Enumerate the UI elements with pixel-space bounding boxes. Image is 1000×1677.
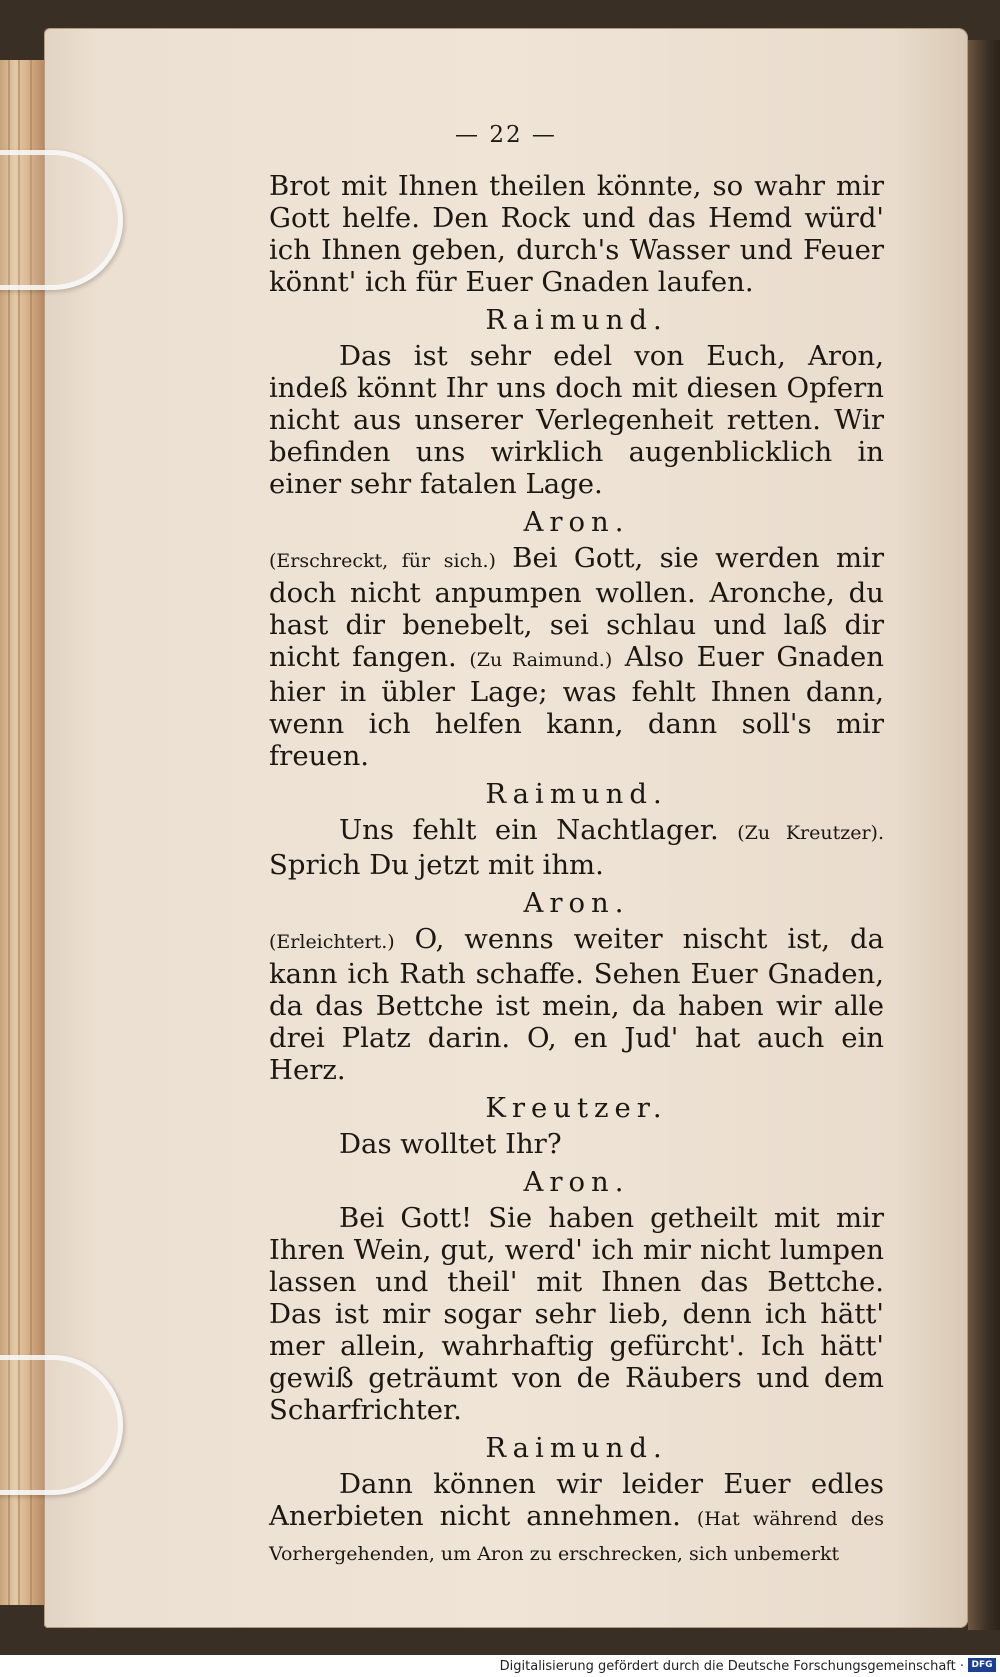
speaker-name: Aron. — [523, 506, 630, 538]
dialogue-text: O, wenns weiter nischt ist, da kann ich Rath schaffe. Sehen Euer Gnaden, da das Bettche ist mein, da haben wir alle drei Platz darin. O, en Jud' hat auch ein Herz. — [269, 923, 884, 1086]
dialogue-paragraph — [269, 170, 884, 298]
dialogue-text: Bei Gott, sie werden mir doch nicht anpumpen wollen. Aronche, du hast dir benebelt, sei schlau und laß dir nicht fangen. — [269, 542, 884, 673]
digitization-footer — [0, 1655, 1000, 1677]
speaker-name: Raimund. — [485, 778, 668, 810]
dialogue-text: Brot mit Ihnen theilen könnte, so wahr mir Gott helfe. Den Rock und das Hemd würd' ich Ihnen geben, durch's Wasser und Feuer könnt' ich für Euer Gnaden laufen. — [269, 170, 884, 298]
dialogue-paragraph — [269, 1202, 884, 1426]
dfg-logo: DFG — [968, 1658, 996, 1672]
speaker-name: Aron. — [523, 887, 630, 919]
dialogue-text: Also Euer Gnaden hier in übler Lage; was fehlt Ihnen dann, wenn ich helfen kann, dann soll's mir freuen. — [269, 641, 884, 772]
footer-credit: Digitalisierung gefördert durch die Deutsche Forschungsgemeinschaft · — [499, 1659, 964, 1674]
dialogue-text: Das wolltet Ihr? — [339, 1128, 562, 1160]
dialogue-text: Sprich Du jetzt mit ihm. — [269, 849, 604, 881]
dialogue-text: Uns fehlt ein Nachtlager. — [339, 814, 719, 846]
speaker-name: Raimund. — [485, 1432, 668, 1464]
dialogue-paragraph — [269, 1468, 884, 1570]
dialogue-paragraph — [269, 1128, 884, 1160]
dialogue-text: Das ist sehr edel von Euch, Aron, indeß könnt Ihr uns doch mit diesen Opfern nicht aus unserer Verlegenheit retten. Wir befinden uns wirklich augenblicklich in einer sehr fatalen Lage. — [269, 340, 884, 500]
dialogue-text: Dann können wir leider Euer edles Anerbieten nicht annehmen. — [269, 1468, 884, 1532]
dialogue-text: Bei Gott! Sie haben getheilt mit mir Ihren Wein, gut, werd' ich mir nicht lumpen lassen und theil' mit Ihnen das Bettche. Das ist mir sogar sehr lieb, denn ich hätt' mer allein, wahrhaftig gefürcht'. Ich hätt' gewiß geträumt von de Räubers und dem Scharfrichter. — [269, 1202, 884, 1426]
stage-direction: (Zu Raimund.) — [469, 649, 613, 671]
speaker-name: Kreutzer. — [485, 1092, 668, 1124]
book-page — [44, 28, 968, 1628]
stage-direction: (Hat während des Vorhergehenden, um Aron zu erschrecken, sich unbemerkt — [269, 1508, 884, 1565]
book-spine-edge — [968, 40, 1000, 1630]
dialogue-paragraph — [269, 923, 884, 1086]
speaker-name: Raimund. — [485, 304, 668, 336]
stage-direction: (Zu Kreutzer). — [737, 822, 884, 844]
page-number: — 22 — — [455, 122, 557, 148]
stage-direction: (Erschreckt, für sich.) — [269, 550, 496, 572]
dialogue-paragraph — [269, 340, 884, 500]
dialogue-paragraph — [269, 542, 884, 772]
stage-direction: (Erleichtert.) — [269, 931, 395, 953]
dialogue-paragraph — [269, 814, 884, 881]
speaker-name: Aron. — [523, 1166, 630, 1198]
page-text — [269, 170, 884, 1570]
